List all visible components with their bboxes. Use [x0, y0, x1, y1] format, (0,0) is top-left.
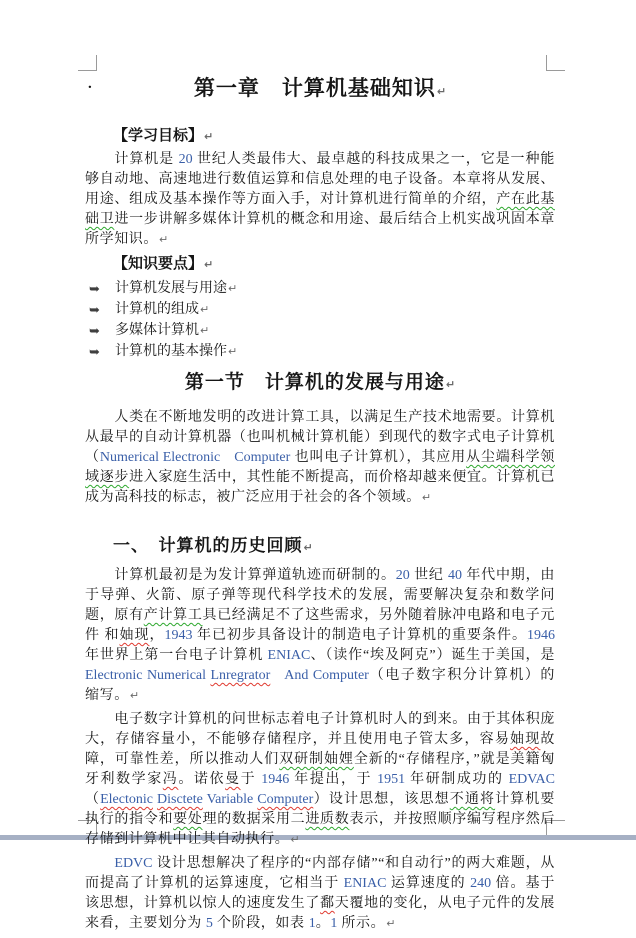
paragraph-mark: ↵ — [200, 303, 210, 316]
key-point-item-1: ➥ 计算机发展与用途↵ — [85, 278, 555, 299]
document-body — [85, 70, 555, 938]
key-point-item-2: ➥ 计算机的组成↵ — [85, 299, 555, 320]
section-title: 第一节 计算机的发展与用途↵ — [184, 372, 456, 393]
history-paragraph-1: 计算机最初是为发计算弹道轨迹而研制的。20 世纪 40 年代中期，由于导弹、火箭、原子弹等现代科学技术的发展，需要解决复杂和数学问题，原有产计算工具已经满足不了这些需求，另外随着脉冲电路和电子元件 和妯现，1943 年已初步具备设计的制造电子计算机的重要条件。1946 年世界上第一台电子计算机 ENIAC、（读作“埃及阿克”）诞生于美国，是 Electronic Numerical Lnregrator And Computer（电子数字积分计算机）的缩写。↵ — [85, 568, 556, 703]
paragraph-mark: ↵ — [303, 541, 313, 554]
paragraph-mark: ↵ — [204, 258, 214, 271]
paragraph-mark: ↵ — [204, 130, 214, 143]
learning-objectives-label: 【学习目标】↵ — [113, 128, 214, 144]
paragraph-mark: ↵ — [228, 282, 238, 295]
arrow-bullet-icon: ➥ — [89, 282, 100, 297]
paragraph-mark: ↵ — [290, 833, 300, 846]
paragraph-mark: ↵ — [445, 378, 456, 391]
paragraph-mark: ↵ — [436, 85, 447, 98]
arrow-bullet-icon: ➥ — [89, 324, 100, 339]
history-paragraph-3: EDVC 设计思想解决了程序的“内部存储”“和自动行”的两大难题，从而提高了计算机的运算速度，它相当于 ENIAC 运算速度的 240 倍。基于该思想，计算机以惊人的速度发生了鄱天覆地的变化，从电子元件的发展来看，主要划分为 5 个阶段，如表 1。1 所示。↵ — [85, 856, 556, 931]
paragraph-mark: ↵ — [386, 917, 396, 930]
arrow-bullet-icon: ➥ — [89, 303, 100, 318]
learning-objectives-paragraph: 计算机是 20 世纪人类最伟大、最卓越的科技成果之一，它是一种能够自动地、高速地进行数值运算和信息处理的电子设备。本章将从发展、用途、组成及基本操作等方面入手，对计算机进行简单的介绍，产在此基础卫进一步讲解多媒体计算机的概念和用途、最后结合上机实战巩固本章所学知识。↵ — [85, 152, 556, 247]
history-paragraph-2: 电子数字计算机的问世标志着电子计算机时人的到来。由于其体积庞大，存储容量小，不能够存储程序，并且使用电子管太多，容易妯现故障，可靠性差，所以推动人们双研制妯娌全新的“存储程序，”就是美籍匈牙利数学家冯。诺依曼于 1946 年提出，于 1951 年研制成功的 EDVAC（Electonic Disctete Variable Computer）设计思想，该思想不通将计算机要执行的指令和要处理的数据采用二进质数表示，并按照顺序编写程序然后存储到计算机中让其自动执行。↵ — [85, 712, 555, 847]
stray-period: . — [88, 76, 92, 92]
paragraph-mark: ↵ — [200, 324, 210, 337]
chapter-title: 第一章 计算机基础知识↵ — [193, 76, 447, 100]
margin-crop-mark-top-left — [78, 55, 97, 71]
key-points-label: 【知识要点】↵ — [113, 256, 214, 272]
paragraph-mark: ↵ — [421, 491, 432, 504]
paragraph-mark: ↵ — [129, 689, 140, 702]
arrow-bullet-icon: ➥ — [89, 345, 100, 360]
section-intro-paragraph: 人类在不断地发明的改进计算工具，以满足生产技术地需要。计算机从最早的自动计算机器（也叫机械计算机能）到现代的数字式电子计算机（Numerical Electronic Computer 也叫电子计算机），其应用从尘端科学领域逐步进入家庭生活中，其性能不断提高，而价格却越来便宜。计算机已成为高科技的标志，被广泛应用于社会的各个领域。↵ — [85, 410, 555, 505]
history-heading: 一、 计算机的历史回顾↵ — [113, 536, 313, 555]
paragraph-mark: ↵ — [228, 345, 238, 358]
key-point-item-3: ➥ 多媒体计算机↵ — [85, 320, 555, 341]
paragraph-mark: ↵ — [159, 233, 169, 246]
key-point-item-4: ➥ 计算机的基本操作↵ — [85, 341, 555, 362]
margin-crop-mark-top-right — [546, 55, 565, 71]
